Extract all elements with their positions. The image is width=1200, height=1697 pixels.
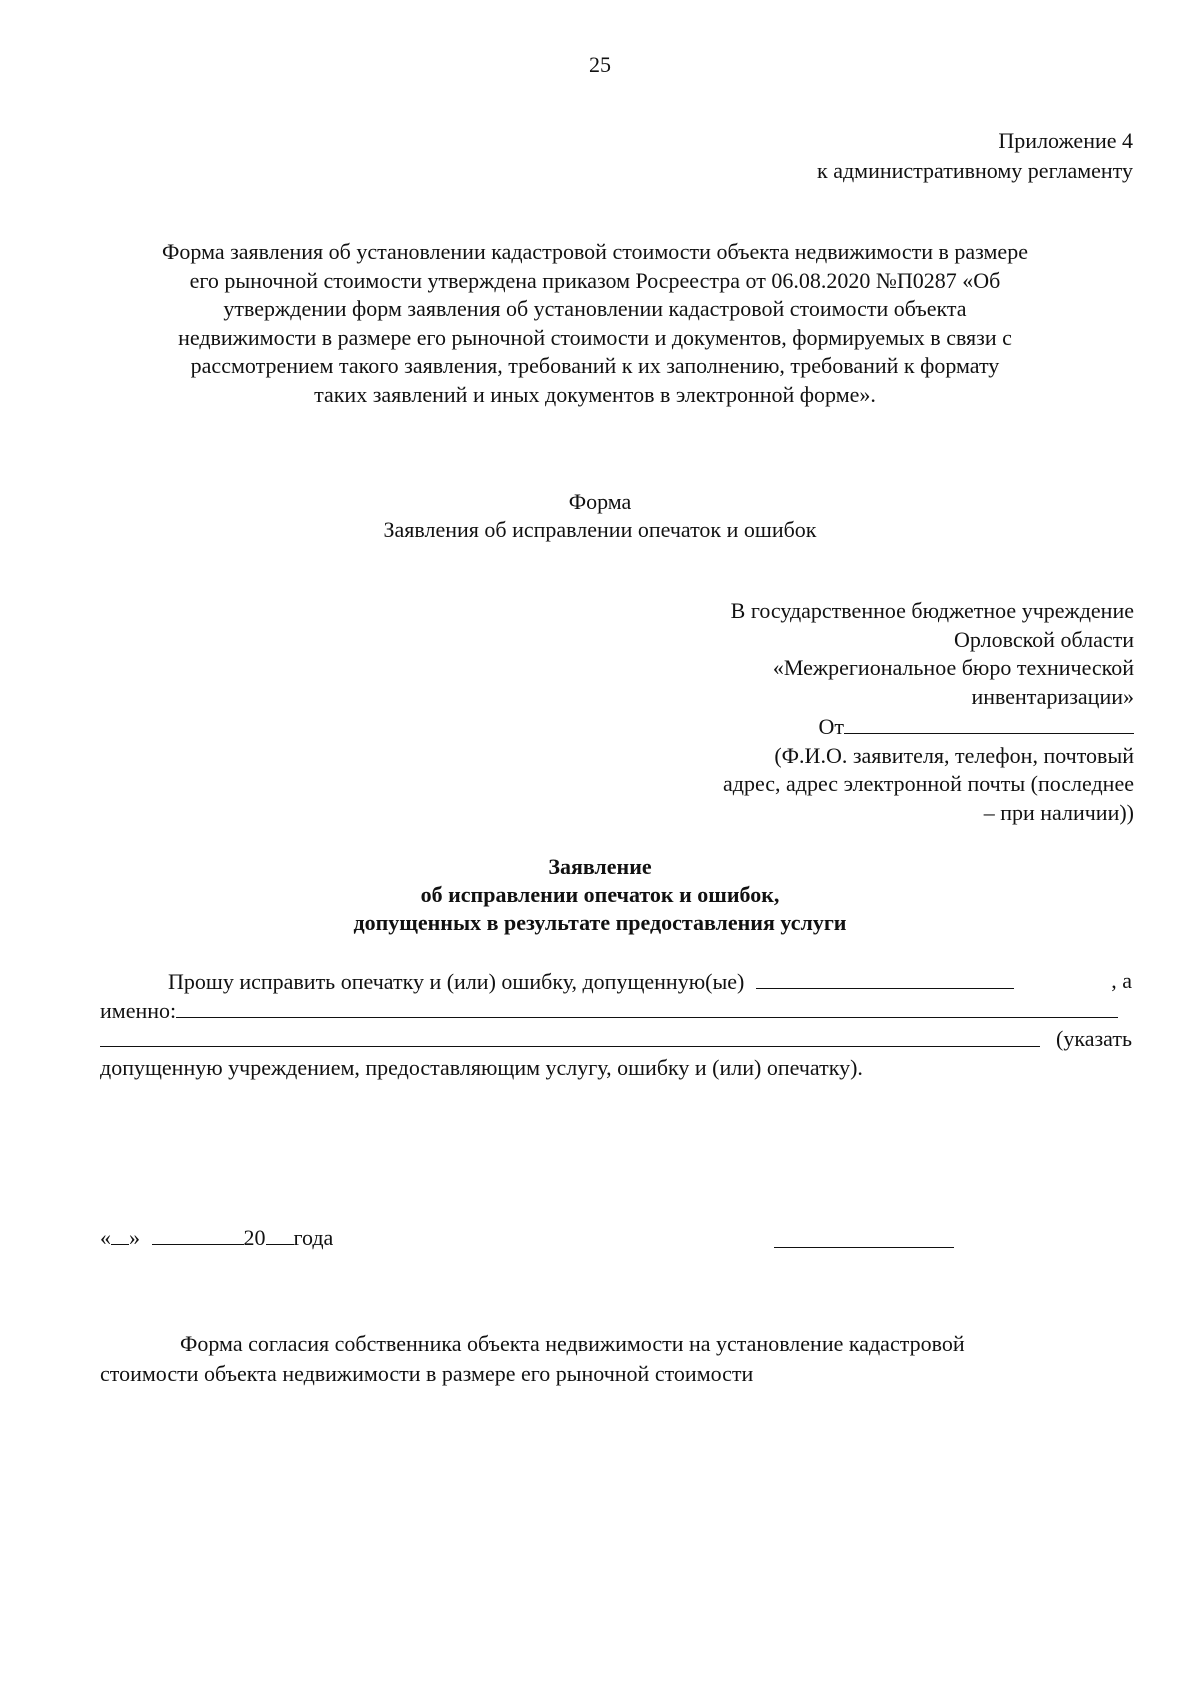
preamble-paragraph (100, 238, 1090, 409)
year-label: года (293, 1225, 334, 1250)
addressee-line: Орловской области (954, 626, 1134, 652)
signature-field[interactable] (774, 1247, 954, 1248)
page-number: 25 (589, 52, 611, 77)
appendix-number: Приложение 4 (998, 128, 1133, 153)
applicant-hint: (Ф.И.О. заявителя, телефон, почтовый (774, 742, 1134, 768)
applicant-hint: адрес, адрес электронной почты (последнее (723, 771, 1134, 796)
consent-line: Форма согласия собственника объекта недвижимости на установление кадастровой (180, 1331, 965, 1356)
error-description-field[interactable] (176, 995, 1118, 1018)
request-paragraph (100, 966, 1132, 1082)
statement-title-line: об исправлении опечаток и ошибок, (420, 882, 780, 907)
form-heading-subtitle: Заявления об исправлении опечаток и ошибок (383, 517, 817, 542)
request-row (100, 966, 1132, 995)
year-field[interactable] (266, 1222, 294, 1245)
request-row (100, 1024, 1132, 1053)
appendix-reference (817, 126, 1133, 186)
addressee-block (723, 597, 1134, 827)
request-text-end: , а (1111, 968, 1132, 993)
statement-title-line: Заявление (548, 854, 652, 879)
request-label: именно: (100, 998, 177, 1023)
request-row (100, 1053, 1132, 1082)
addressee-line: «Межрегиональное бюро технической (772, 655, 1134, 680)
applicant-hint: – при наличии)) (983, 799, 1134, 825)
statement-title (0, 853, 1200, 937)
from-row (723, 711, 1134, 742)
form-heading-title: Форма (568, 489, 632, 514)
addressee-line: инвентаризации» (971, 683, 1134, 709)
day-open-quote: « (100, 1225, 111, 1250)
statement-title-line: допущенных в результате предоставления услуги (353, 910, 847, 935)
request-hint: (указать (1056, 1026, 1132, 1051)
preamble-line: рассмотрением такого заявления, требований к их заполнению, требований к формату (190, 353, 1000, 378)
consent-line: стоимости объекта недвижимости в размере его рыночной стоимости (100, 1361, 754, 1386)
preamble-line: таких заявлений и иных документов в электронной форме». (314, 381, 876, 407)
preamble-line: недвижимости в размере его рыночной стоимости и документов, формируемых в связи с (178, 324, 1012, 350)
preamble-line: его рыночной стоимости утверждена приказом Росреестра от 06.08.2020 №П0287 «Об (189, 267, 1001, 293)
year-prefix: 20 (243, 1225, 266, 1250)
addressee-line: В государственное бюджетное учреждение (730, 598, 1134, 623)
preamble-line: Форма заявления об установлении кадастровой стоимости объекта недвижимости в размере (162, 239, 1028, 264)
consent-form-title (100, 1329, 1100, 1389)
error-description-field-continued[interactable] (100, 1024, 1040, 1047)
request-text: Прошу исправить опечатку и (или) ошибку, допущенную(ые) (168, 969, 745, 994)
date-line (100, 1222, 333, 1252)
preamble-line: утверждении форм заявления об установлении кадастровой стоимости объекта (223, 296, 967, 321)
request-row (100, 995, 1132, 1024)
request-hint-continued: допущенную учреждением, предоставляющим услугу, ошибку и (или) опечатку). (100, 1055, 863, 1080)
applicant-name-field[interactable] (844, 711, 1134, 734)
month-field[interactable] (152, 1222, 244, 1245)
appendix-regulation: к административному регламенту (817, 158, 1133, 183)
form-heading (0, 488, 1200, 544)
from-label: От (818, 714, 844, 739)
day-close-quote: » (129, 1225, 140, 1250)
document-field[interactable] (756, 966, 1014, 989)
day-field[interactable] (111, 1222, 129, 1245)
